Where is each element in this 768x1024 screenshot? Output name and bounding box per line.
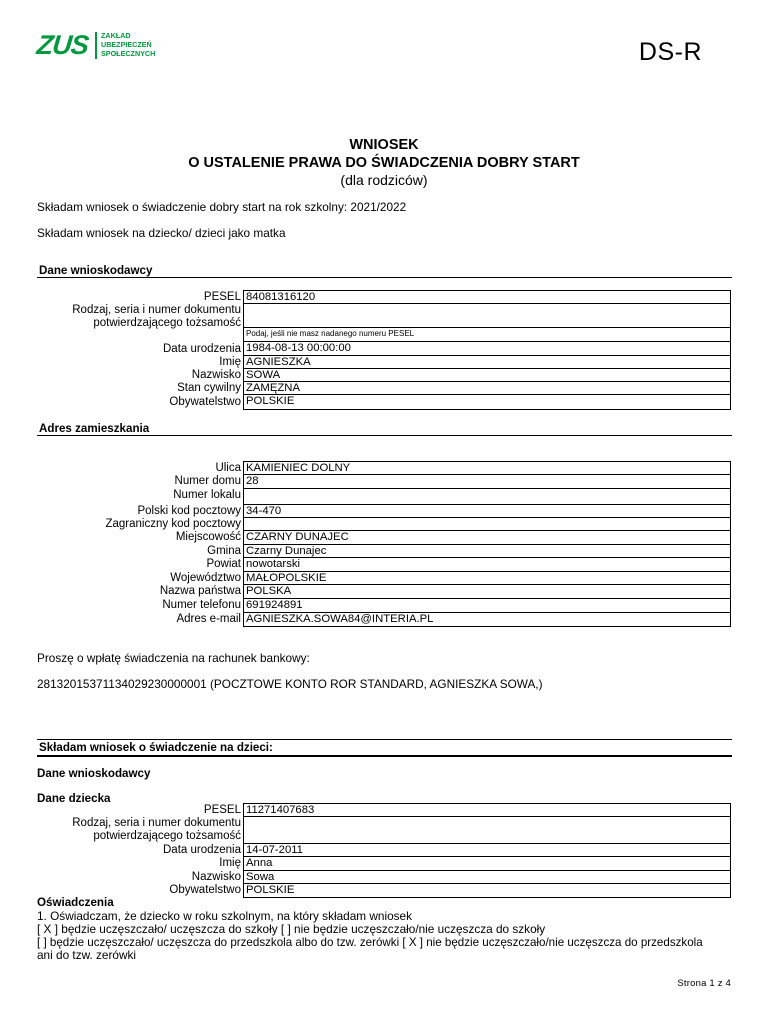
citizenship-label: Obywatelstwo bbox=[169, 884, 241, 896]
applicant-document-field[interactable] bbox=[243, 303, 731, 328]
declaration-intro: 1. Oświadczam, że dziecko w roku szkolnym, na który składam wniosek bbox=[37, 909, 413, 923]
address-label: Ulica bbox=[215, 462, 241, 474]
country-field[interactable]: POLSKA bbox=[243, 584, 731, 599]
first-name-label: Imię bbox=[219, 857, 241, 869]
section-divider bbox=[37, 739, 732, 740]
last-name-label: Nazwisko bbox=[191, 871, 241, 883]
dob-label: Data urodzenia bbox=[163, 343, 241, 355]
last-name-label: Nazwisko bbox=[191, 369, 241, 381]
pesel-label: PESEL bbox=[203, 291, 241, 303]
dob-label: Data urodzenia bbox=[163, 844, 241, 856]
house-number-field[interactable]: 28 bbox=[243, 474, 731, 489]
address-label: Miejscowość bbox=[175, 531, 241, 543]
bank-transfer-request: Proszę o wpłatę świadczenia na rachunek bankowy: bbox=[37, 651, 310, 665]
applicant-first-name-field[interactable]: AGNIESZKA bbox=[243, 355, 731, 369]
child-citizenship-field[interactable]: POLSKIE bbox=[243, 883, 731, 898]
address-label: Adres e-mail bbox=[176, 613, 241, 625]
address-label: Numer lokalu bbox=[173, 489, 241, 501]
section-children-request: Składam wniosek o świadczenie na dzieci: bbox=[39, 741, 273, 754]
first-name-label: Imię bbox=[219, 356, 241, 368]
child-dob-field[interactable]: 14-07-2011 bbox=[243, 843, 731, 857]
applicant-civil-status-field[interactable]: ZAMĘZNA bbox=[243, 381, 731, 395]
document-subtitle: (dla rodziców) bbox=[340, 172, 428, 188]
address-label: Numer domu bbox=[174, 475, 241, 487]
address-label: Województwo bbox=[170, 572, 241, 584]
section-divider bbox=[37, 277, 732, 278]
school-year-statement: Składam wniosek o świadczenie dobry start na rok szkolny: 2021/2022 bbox=[37, 200, 407, 214]
address-label: Polski kod pocztowy bbox=[137, 505, 241, 517]
postal-code-field[interactable]: 34-470 bbox=[243, 504, 731, 518]
form-code: DS-R bbox=[638, 38, 702, 66]
civil-status-label: Stan cywilny bbox=[177, 382, 241, 394]
voivodeship-field[interactable]: MAŁOPOLSKIE bbox=[243, 571, 731, 585]
address-label: Numer telefonu bbox=[162, 599, 241, 611]
email-field[interactable]: AGNIESZKA.SOWA84@INTERIA.PL bbox=[243, 612, 731, 627]
document-label: Rodzaj, seria i numer dokumentu potwierdzającego tożsamość bbox=[72, 817, 241, 842]
address-label: Powiat bbox=[206, 558, 241, 570]
address-label: Gmina bbox=[207, 545, 241, 557]
applicant-last-name-field[interactable]: SOWA bbox=[243, 368, 731, 382]
zus-logo-text: ZAKŁAD UBEZPIECZEŃ SPOŁECZNYCH bbox=[101, 31, 156, 58]
school-attendance-options: [ X ] będzie uczęszczało/ uczęszcza do szkoły [ ] nie będzie uczęszczało/nie uczęszcza do szkoły bbox=[37, 922, 546, 936]
phone-field[interactable]: 691924891 bbox=[243, 598, 731, 613]
document-title-line2: O USTALENIE PRAWA DO ŚWIADCZENIA DOBRY START bbox=[188, 155, 580, 171]
logo-divider bbox=[95, 32, 97, 59]
applicant-pesel-field[interactable]: 84081316120 bbox=[243, 290, 731, 304]
foreign-postal-code-field[interactable] bbox=[243, 517, 731, 531]
street-field[interactable]: KAMIENIEC DOLNY bbox=[243, 461, 731, 475]
preschool-attendance-options: [ ] będzie uczęszczało/ uczęszcza do przedszkola albo do tzw. zerówki [ X ] nie będzie uczęszczało/nie uczęszcza do przedszkola bbox=[37, 936, 703, 949]
section-divider bbox=[37, 755, 732, 757]
child-last-name-field[interactable]: Sowa bbox=[243, 870, 731, 884]
city-field[interactable]: CZARNY DUNAJEC bbox=[243, 530, 731, 545]
document-title: WNIOSEK bbox=[349, 137, 419, 153]
subsection-applicant: Dane wnioskodawcy bbox=[37, 767, 151, 780]
preschool-attendance-options-cont: ani do tzw. zerówki bbox=[37, 948, 137, 962]
section-address: Adres zamieszkania bbox=[39, 422, 150, 435]
document-label: Rodzaj, seria i numer dokumentu potwierdzającego tożsamość bbox=[72, 304, 241, 329]
child-document-field[interactable] bbox=[243, 816, 731, 844]
address-label: Zagraniczny kod pocztowy bbox=[105, 518, 241, 530]
section-divider bbox=[37, 435, 732, 436]
child-pesel-field[interactable]: 11271407683 bbox=[243, 803, 731, 817]
citizenship-label: Obywatelstwo bbox=[169, 396, 241, 408]
page-number: Strona 1 z 4 bbox=[677, 978, 731, 989]
document-hint: Podaj, jeśli nie masz nadanego numeru PESEL bbox=[243, 328, 731, 342]
applicant-role-statement: Składam wniosek na dziecko/ dzieci jako matka bbox=[37, 226, 286, 240]
applicant-dob-field[interactable]: 1984-08-13 00:00:00 bbox=[243, 342, 731, 356]
commune-field[interactable]: Czarny Dunajec bbox=[243, 544, 731, 558]
address-label: Nazwa państwa bbox=[159, 585, 241, 597]
pesel-label: PESEL bbox=[203, 804, 241, 816]
apartment-number-field[interactable] bbox=[243, 488, 731, 505]
declarations-heading: Oświadczenia bbox=[37, 896, 114, 909]
section-applicant-data: Dane wnioskodawcy bbox=[39, 264, 153, 277]
zus-logo-mark: ZUS bbox=[35, 30, 90, 60]
bank-account-number: 28132015371134029230000001 (POCZTOWE KONTO ROR STANDARD, AGNIESZKA SOWA,) bbox=[37, 677, 543, 691]
child-first-name-field[interactable]: Anna bbox=[243, 856, 731, 871]
county-field[interactable]: nowotarski bbox=[243, 557, 731, 572]
applicant-citizenship-field[interactable]: POLSKIE bbox=[243, 394, 731, 410]
subsection-child-data: Dane dziecka bbox=[37, 792, 111, 805]
